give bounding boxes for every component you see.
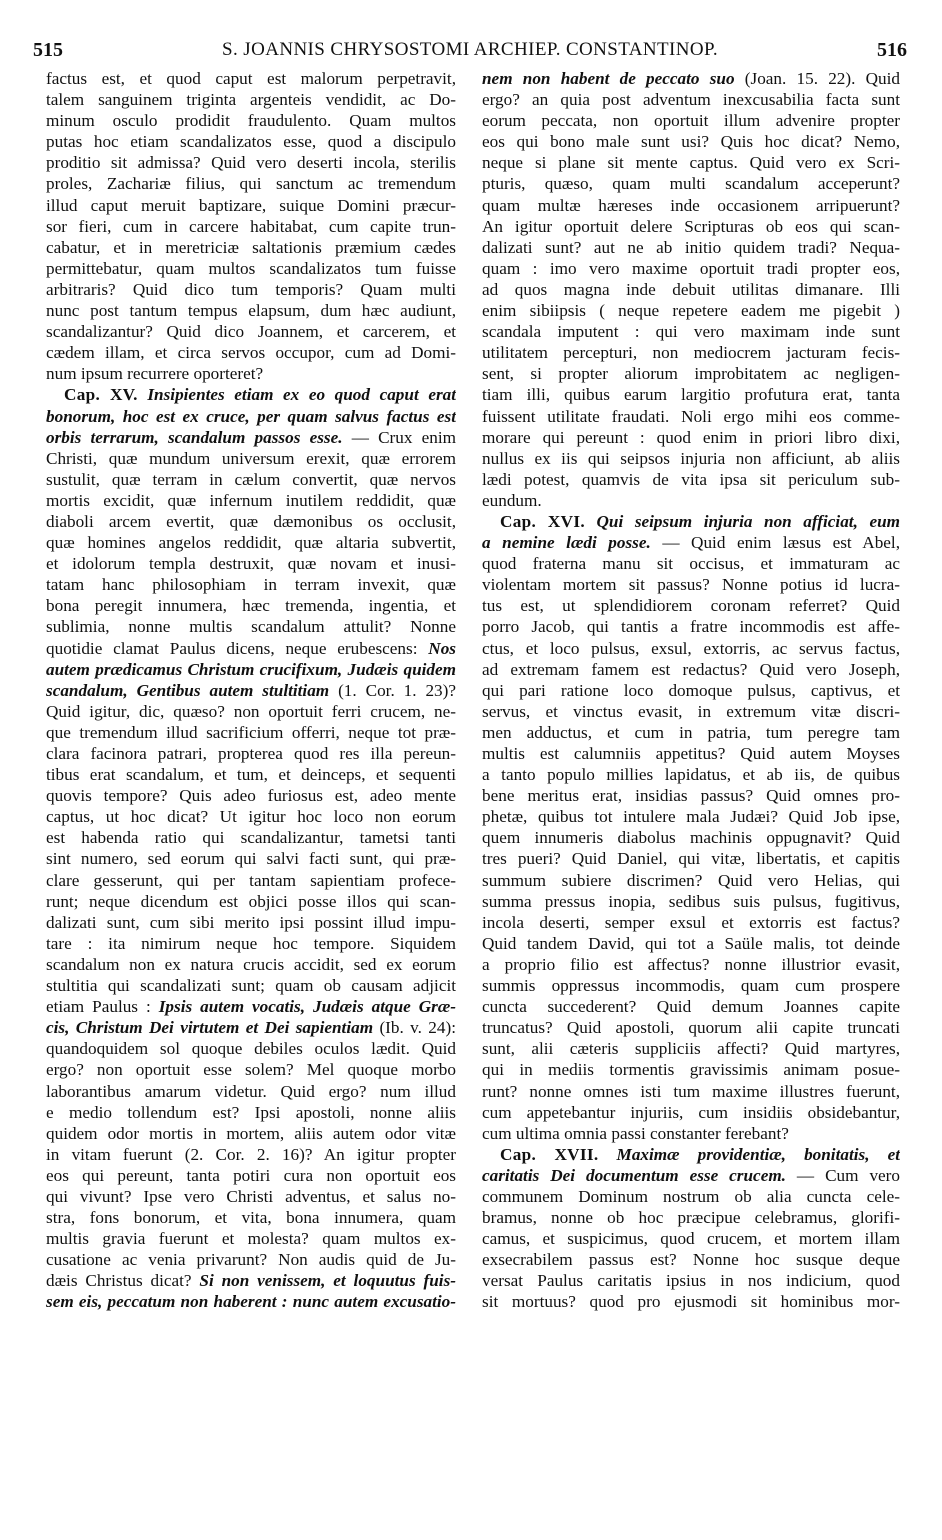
line-text: bramus, nonne ob hoc præcipue celebramus, glorifi-	[482, 1208, 900, 1228]
line-text: men adductus, et cum in patria, tum peregre tam	[482, 722, 900, 742]
line-text: bona peregit innumera, hæc tremenda, ingentia, et	[46, 596, 456, 616]
text-line	[482, 258, 900, 279]
italic-text: Si non venissem, et loquutus fuis-	[199, 1271, 456, 1291]
line-text-tail: (Ib. v. 24):	[373, 1018, 456, 1038]
chapter-heading: Cap. XVII.	[500, 1144, 599, 1164]
text-line	[482, 1291, 900, 1312]
line-text: eundum.	[482, 490, 542, 510]
text-line	[46, 68, 456, 89]
text-line	[482, 1038, 900, 1059]
italic-text: nem non habent de peccato suo	[482, 69, 735, 88]
text-line	[482, 912, 900, 933]
line-text: neque si plane sit mente captus. Quid vero ex Scri-	[482, 153, 900, 173]
text-line	[482, 406, 900, 427]
line-text: quidem odor mortis in mortem, aliis autem odor vitæ	[46, 1123, 456, 1143]
line-text: An igitur oportuit delere Scripturas ob eos qui scan-	[482, 216, 900, 236]
italic-text: Nos	[428, 638, 456, 658]
text-line	[482, 131, 900, 152]
line-text: dalizati sunt? aut ne ab initio quidem tradi? Nequa-	[482, 237, 900, 257]
text-line	[46, 1291, 456, 1312]
line-text: qui in mediis tormentis gravissimis animam posue-	[482, 1060, 900, 1080]
line-text: summa pressus inopia, sedibus suis pulsus, fugitivus,	[482, 891, 900, 911]
line-text: pturis, quæso, quam multi scandalum acceperunt?	[482, 174, 900, 194]
line-text: quam : imo vero maxime oportuit tradi propter eos,	[482, 258, 900, 278]
line-text: tres pueri? Quid Daniel, qui vitæ, libertatis, et capitis	[482, 849, 900, 869]
line-text: sint numero, sed eorum qui salvi facti sunt, qui præ-	[46, 849, 456, 869]
italic-text: Maximæ providentiæ, bonitatis, et	[598, 1144, 900, 1164]
text-line	[482, 469, 900, 490]
line-text: etiam Paulus :	[46, 997, 159, 1017]
line-text: incola deserti, semper exsul et extorris est factus?	[482, 912, 900, 932]
italic-text: bonorum, hoc est ex cruce, per quam salvus factus est	[46, 406, 456, 426]
text-line	[46, 638, 456, 659]
text-line	[46, 1081, 456, 1102]
text-line	[482, 975, 900, 996]
text-line	[46, 785, 456, 806]
text-line	[482, 954, 900, 975]
text-line	[482, 1144, 900, 1165]
text-line	[46, 1270, 456, 1291]
line-text: morare qui pereunt : quod enim in priori libro dixi,	[482, 427, 900, 447]
text-line	[482, 1081, 900, 1102]
text-line	[46, 427, 456, 448]
line-text: et idolorum templa destruxit, quæ novam et inusi-	[46, 554, 456, 574]
line-text: bene meritus erat, insidias passus? Quid omnes pro-	[482, 786, 900, 806]
text-line	[46, 891, 456, 912]
line-text: runt? nonne omnes isti tum maxime illustres fuerunt,	[482, 1081, 900, 1101]
line-text: fuissent utilitate fraudati. Noli ergo mihi eos comme-	[482, 406, 900, 426]
line-text: quandoquidem sol quoque debiles oculos lædit. Quid	[46, 1039, 456, 1059]
text-line	[46, 743, 456, 764]
italic-text: a nemine lædi posse.	[482, 533, 651, 553]
text-line	[482, 806, 900, 827]
line-text: est habenda ratio qui scandalizantur, tametsi tanti	[46, 828, 456, 848]
line-text: tare : ita nimirum neque hoc tempore. Siquidem	[46, 933, 456, 953]
text-line	[482, 68, 900, 89]
text-line	[46, 279, 456, 300]
line-text: communem Dominum nostrum ob alia cuncta cele-	[482, 1186, 900, 1206]
running-title: S. JOANNIS CHRYSOSTOMI ARCHIEP. CONSTANTINOP.	[222, 39, 718, 60]
line-text: tiam illi, quibus earum largitio profutura erat, tanta	[482, 385, 900, 405]
italic-text: sem eis, peccatum non haberent : nunc autem excusatio-	[46, 1292, 456, 1312]
text-line	[482, 1249, 900, 1270]
text-line	[46, 237, 456, 258]
line-text: enim sibiipsis ( neque repetere eadem me pigebit )	[482, 301, 900, 321]
text-line	[482, 1059, 900, 1080]
line-text: versat Paulus caritatis ipsius in nos indicium, quod	[482, 1271, 900, 1291]
text-line	[482, 848, 900, 869]
text-line	[482, 532, 900, 553]
text-line	[482, 996, 900, 1017]
line-text: qui vivunt? Ipse vero Christi adventus, et salus no-	[46, 1186, 456, 1206]
line-text: qui pari ratione loco domoque pulsus, captivus, et	[482, 680, 900, 700]
text-line	[46, 1228, 456, 1249]
text-line	[482, 595, 900, 616]
text-column-left	[46, 68, 456, 1313]
text-line	[482, 321, 900, 342]
line-text: quotidie clamat Paulus dicens, neque erubescens:	[46, 638, 429, 658]
line-text: ad quos magna inde debuit utilitas dimanare. Illi	[482, 279, 900, 299]
text-line	[46, 1144, 456, 1165]
text-line	[482, 511, 900, 532]
text-line	[482, 764, 900, 785]
text-line	[46, 722, 456, 743]
line-text: exsecrabilem passus est? Nonne hoc susque deque	[482, 1250, 900, 1270]
line-text: permittebatur, quam multos scandalizatos tum fuisse	[46, 258, 456, 278]
text-line	[46, 173, 456, 194]
line-text: quod fraterna manu sit occisus, et immaturam ac	[482, 554, 900, 574]
line-text: phetæ, quibus tot intulere mala Judæi? Quid Job ipse,	[482, 807, 900, 827]
line-text: Quid tandem David, qui tot a Saüle malis, tot deinde	[482, 933, 900, 953]
line-text: sustulit, quæ terram in cælum convertit, quæ nervos	[46, 469, 456, 489]
text-line	[46, 574, 456, 595]
text-line	[46, 258, 456, 279]
text-line	[482, 1228, 900, 1249]
text-line	[46, 912, 456, 933]
text-line	[46, 764, 456, 785]
line-text: sublimia, nonne multis scandalum attulit? Nonne	[46, 617, 456, 637]
italic-text: autem prædicamus Christum crucifixum, Judæis quidem	[46, 659, 456, 679]
line-text: dæis Christus dicat?	[46, 1271, 200, 1291]
line-text: runt; neque dicendum est objici posse illos qui scan-	[46, 891, 456, 911]
line-text: quovis tempore? Quis adeo furiosus est, adeo mente	[46, 786, 456, 806]
text-line	[482, 827, 900, 848]
line-text: captus, ut hoc dicat? Ut igitur hoc loco non eorum	[46, 807, 456, 827]
line-text: scandalizantur? Quid dico Joannem, et carcerem, et	[46, 322, 456, 342]
line-text: proditio sit admissa? Quid vero deserti incola, sterilis	[46, 153, 456, 173]
line-text: nunc post tantum tempus elapsum, dum hæc audiunt,	[46, 301, 456, 321]
text-line	[46, 152, 456, 173]
text-line	[482, 1186, 900, 1207]
text-line	[482, 384, 900, 405]
text-line	[482, 152, 900, 173]
text-line	[46, 131, 456, 152]
text-line	[46, 321, 456, 342]
line-text: porro Jacob, qui tantis a fratre incommodis est affe-	[482, 617, 900, 637]
text-line	[482, 363, 900, 384]
text-line	[46, 680, 456, 701]
text-line	[482, 237, 900, 258]
text-line	[46, 827, 456, 848]
line-text: cum appetebantur injuriis, cum insidiis obsidebantur,	[482, 1102, 900, 1122]
line-text: cuncta succederent? Quid demum Joannes capite	[482, 997, 900, 1017]
text-line	[482, 891, 900, 912]
text-line	[482, 553, 900, 574]
text-line	[482, 638, 900, 659]
line-text: scandalum non ex natura crucis accidit, sed ex eorum	[46, 954, 456, 974]
text-line	[46, 363, 456, 384]
line-text: e medio tollendum est? Ipsi apostoli, nonne aliis	[46, 1102, 456, 1122]
text-line	[46, 996, 456, 1017]
text-line	[46, 448, 456, 469]
text-line	[46, 110, 456, 131]
line-text: utilitatem percepturi, non mediocrem jacturam fecis-	[482, 343, 900, 363]
text-line	[482, 1165, 900, 1186]
text-line	[46, 553, 456, 574]
line-text: sor fieri, cum in carcere habitabat, cum capite trun-	[46, 216, 456, 236]
text-line	[482, 427, 900, 448]
line-text: ctus, et loco pulsus, exsul, extorris, ac servus factus,	[482, 638, 900, 658]
text-line	[46, 659, 456, 680]
text-line	[482, 785, 900, 806]
text-line	[46, 1017, 456, 1038]
text-line	[46, 511, 456, 532]
line-text: stultitia qui scandalizati sunt; quam ob causam adjicit	[46, 976, 456, 996]
text-line	[46, 195, 456, 216]
line-text: lædi potest, quamvis de vita ipsa sit periculum sub-	[482, 469, 900, 489]
line-text: scandala imputent : qui vero maximam inde sunt	[482, 322, 900, 342]
line-text: tus est, ut splendidiorem coronam referret? Quid	[482, 596, 900, 616]
text-line	[482, 216, 900, 237]
line-text: talem sanguinem triginta argenteis vendidit, ac Do-	[46, 90, 456, 110]
page-header	[30, 38, 910, 68]
text-line	[46, 1249, 456, 1270]
text-line	[46, 1165, 456, 1186]
text-line	[46, 532, 456, 553]
text-line	[46, 1123, 456, 1144]
text-line	[482, 173, 900, 194]
text-line	[46, 975, 456, 996]
line-text: summum subiere discrimen? Quid vero Helias, qui	[482, 870, 900, 890]
page-number-right: 516	[877, 39, 907, 61]
line-text: a proprio filio est affectus? nonne illustrior evasit,	[482, 954, 900, 974]
line-text: minum osculo prodidit fraudulento. Quam multos	[46, 111, 456, 131]
italic-text: Ipsis autem vocatis, Judæis atque Græ-	[158, 997, 456, 1017]
text-line	[482, 933, 900, 954]
text-line	[482, 110, 900, 131]
text-line	[46, 89, 456, 110]
line-text: nullus ex iis qui seipsos injuria non afficiunt, ab aliis	[482, 448, 900, 468]
line-text: truncatus? Quid apostoli, quorum alii capite truncati	[482, 1018, 900, 1038]
column-gutter	[468, 80, 469, 1500]
line-text: mortis excidit, quæ infernum inutilem reddidit, quæ	[46, 490, 456, 510]
line-text: stra, fons bonorum, et vita, bona innumera, quam	[46, 1208, 456, 1228]
text-line	[46, 1102, 456, 1123]
italic-text: cis, Christum Dei virtutem et Dei sapientiam	[46, 1018, 374, 1038]
line-text: clare gesserunt, qui per tantam sapientiam profece-	[46, 870, 456, 890]
text-line	[482, 1207, 900, 1228]
italic-text: scandalum, Gentibus autem stultitiam	[46, 680, 330, 700]
line-text: sent, si propter aliorum improbitatem ac negligen-	[482, 364, 900, 384]
text-line	[482, 680, 900, 701]
line-text: Quid igitur, dic, quæso? non oportuit ferri crucem, ne-	[46, 701, 456, 721]
text-line	[482, 870, 900, 891]
line-text: cabatur, et in meretriciæ saltationis præmium cædes	[46, 237, 456, 257]
text-line	[46, 848, 456, 869]
text-line	[46, 1207, 456, 1228]
text-line	[482, 574, 900, 595]
text-line	[482, 659, 900, 680]
line-text: ad extremam famem est redactus? Quid vero Joseph,	[482, 659, 900, 679]
text-line	[46, 216, 456, 237]
line-text-tail: — Cum vero	[785, 1165, 900, 1185]
text-line	[46, 300, 456, 321]
italic-text: orbis terrarum, scandalum passos esse.	[46, 427, 343, 447]
line-text: que tremendum illud sacrificium offerri, neque tot præ-	[46, 722, 456, 742]
line-text: proles, Zachariæ filius, qui sanctum ac tremendum	[46, 174, 456, 194]
text-column-right	[482, 68, 900, 1313]
text-line	[482, 1123, 900, 1144]
text-line	[482, 743, 900, 764]
page-number-left: 515	[33, 39, 63, 61]
line-text: servus, et vinctus evasit, in extremum vitæ discri-	[482, 701, 900, 721]
line-text: putas hoc etiam scandalizatos esse, quod a discipulo	[46, 132, 456, 152]
text-line	[46, 954, 456, 975]
line-text: cum ultima omnia passi constanter ferebant?	[482, 1123, 789, 1143]
line-text: cædem illam, et circa servos occupor, cum ad Domi-	[46, 343, 456, 363]
text-line	[46, 342, 456, 363]
line-text: quem innumeris diabolus machinis oppugnavit? Quid	[482, 828, 900, 848]
text-line	[482, 300, 900, 321]
text-line	[46, 1186, 456, 1207]
line-text: dalizati sunt, cum sibi merito ipsi possint illud impu-	[46, 912, 456, 932]
line-text: sunt, alii cæteris suppliciis affecti? Quid martyres,	[482, 1039, 900, 1059]
italic-text: Insipientes etiam ex eo quod caput erat	[137, 385, 456, 405]
line-text: diaboli arcem evertit, quæ dæmonibus os occlusit,	[46, 511, 456, 531]
text-line	[46, 933, 456, 954]
line-text: arbitraris? Quid dico tum temporis? Quam multi	[46, 279, 456, 299]
text-line	[46, 616, 456, 637]
line-text: eos qui bono male sunt usi? Quis hoc dicat? Nemo,	[482, 132, 900, 152]
chapter-heading: Cap. XVI.	[500, 511, 585, 531]
line-text: sit mortuus? quod pro ejusmodi sit hominibus mor-	[482, 1292, 900, 1312]
line-text: a tanto populo millies lapidatus, et ab iis, de quibus	[482, 765, 900, 785]
text-line	[482, 342, 900, 363]
line-text: violentam mortem sit passus? Nonne potius id lucra-	[482, 575, 900, 595]
line-text: laborantibus amarum videtur. Quid ergo? num illud	[46, 1081, 456, 1101]
line-text: num ipsum recurrere oporteret?	[46, 364, 264, 384]
text-line	[482, 1270, 900, 1291]
text-line	[46, 384, 456, 405]
text-line	[482, 722, 900, 743]
text-line	[482, 448, 900, 469]
text-line	[482, 701, 900, 722]
line-text: camus, et suspicimus, quod crucem, et mortem illam	[482, 1229, 900, 1249]
text-line	[482, 1102, 900, 1123]
text-line	[46, 870, 456, 891]
line-text: clara facinora patrari, propterea quod res illa pereun-	[46, 744, 456, 763]
text-line	[482, 195, 900, 216]
line-text: illud caput meruit baptizare, suique Domini præcur-	[46, 195, 456, 215]
line-text: eos qui pereunt, tanta potiri cura non oportuit eos	[46, 1165, 456, 1185]
line-text-tail: — Crux enim	[342, 427, 456, 447]
line-text: factus est, et quod caput est malorum perpetravit,	[46, 69, 456, 88]
text-line	[482, 1017, 900, 1038]
line-text: quam multæ hæreses inde occasionem arripuerunt?	[482, 195, 900, 215]
line-text: summis oppressus incommodis, quam cum prospere	[482, 976, 900, 996]
text-line	[46, 406, 456, 427]
italic-text: Qui seipsum injuria non afficiat, eum	[584, 511, 900, 531]
text-line	[482, 279, 900, 300]
text-line	[482, 490, 900, 511]
text-line	[482, 89, 900, 110]
line-text: Christi, quæ mundum universum erexit, quæ errorem	[46, 448, 456, 468]
text-line	[482, 616, 900, 637]
line-text: multis est calumniis appetitus? Quid autem Moyses	[482, 744, 900, 763]
line-text: tatam hanc philosophiam in terram invexit, quæ	[46, 575, 456, 595]
line-text: tibus erat scandalum, et tum, et deinceps, et sequenti	[46, 765, 456, 785]
line-text-tail: — Quid enim læsus est Abel,	[650, 533, 900, 553]
text-line	[46, 595, 456, 616]
text-line	[46, 701, 456, 722]
text-line	[46, 490, 456, 511]
text-line	[46, 1059, 456, 1080]
line-text: ergo? an quia post adventum inexcusabilia facta sunt	[482, 90, 900, 110]
line-text: quæ homines angelos reddidit, quæ altaria subvertit,	[46, 533, 456, 553]
chapter-heading: Cap. XV.	[64, 385, 138, 405]
italic-text: caritatis Dei documentum esse crucem.	[482, 1165, 786, 1185]
line-text-tail: (1. Cor. 1. 23)?	[329, 680, 456, 700]
line-text: multis gravia fuerunt et molesta? quam multos ex-	[46, 1229, 456, 1249]
text-line	[46, 1038, 456, 1059]
line-text-tail: (Joan. 15. 22). Quid	[734, 69, 900, 88]
text-line	[46, 806, 456, 827]
line-text: in vitam fuerunt (2. Cor. 2. 16)? An igitur propter	[46, 1144, 456, 1164]
text-line	[46, 469, 456, 490]
line-text: eorum peccata, non oportuit illum advenire propter	[482, 111, 900, 131]
line-text: ergo? non oportuit esse solem? Mel quoque morbo	[46, 1060, 456, 1080]
line-text: cusatione ac venia privarunt? Non audis quid de Ju-	[46, 1250, 456, 1270]
